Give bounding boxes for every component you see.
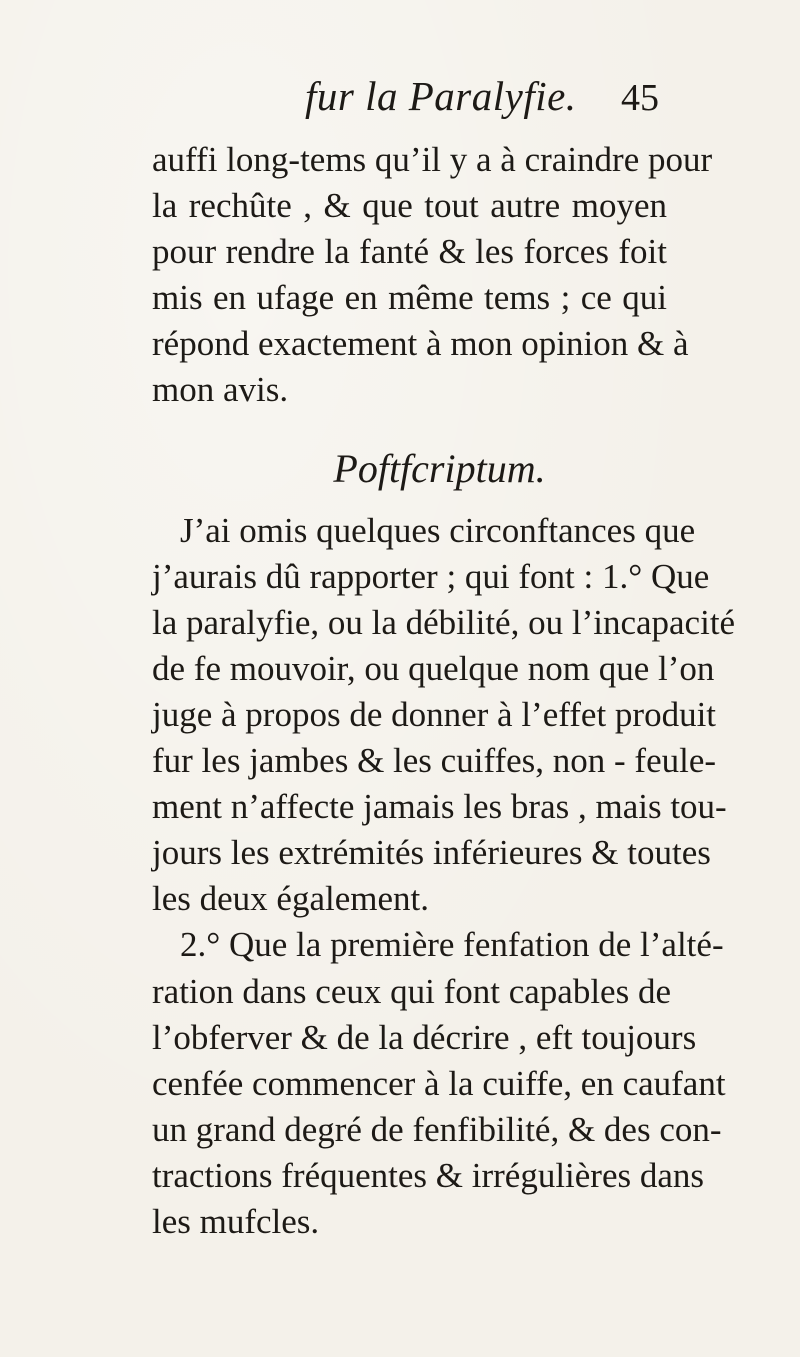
text-line: de fe mouvoir, ou quelque nom que l’on — [152, 648, 715, 688]
text-line: jours les extrémités inférieures & toutes — [152, 833, 711, 873]
body-text — [152, 137, 736, 1245]
postscript-heading: Poftfcriptum. — [333, 445, 546, 491]
text-line: cenfée commencer à la cuiffe, en caufant — [152, 1063, 726, 1103]
text-line: un grand degré de fenfibilité, & des con- — [152, 1109, 722, 1149]
text-line: la rechûte , & que tout autre moyen — [152, 186, 667, 226]
text-line: fur les jambes & les cuiffes, non - feule- — [152, 741, 717, 781]
text-line: les deux également. — [152, 879, 429, 919]
text-line: juge à propos de donner à l’effet produit — [152, 694, 717, 734]
text-line: répond exactement à mon opinion & à — [152, 324, 689, 364]
text-line: J’ai omis quelques circonftances que — [180, 510, 696, 550]
text-line: 2.° Que la première fenfation de l’alté- — [180, 925, 724, 965]
text-line: ration dans ceux qui font capables de — [152, 971, 671, 1011]
text-line: j’aurais dû rapporter ; qui font : 1.° Que — [152, 556, 710, 596]
running-head — [145, 66, 665, 126]
text-line: mis en ufage en même tems ; ce qui — [152, 278, 667, 318]
text-line: mon avis. — [152, 370, 289, 410]
text-line: l’obferver & de la décrire , eft toujours — [152, 1017, 697, 1057]
text-line: la paralyfie, ou la débilité, ou l’incapacité — [152, 602, 736, 642]
page-number: 45 — [621, 77, 659, 119]
text-line: auffi long-tems qu’il y a à craindre pour — [152, 140, 713, 179]
paragraph-postscript-2 — [152, 922, 726, 1245]
text-line: ment n’affecte jamais les bras , mais tou- — [152, 787, 727, 827]
paragraph-closing — [152, 137, 713, 414]
text-line: les mufcles. — [152, 1201, 320, 1241]
text-line: tractions fréquentes & irrégulières dans — [152, 1155, 705, 1195]
running-title: fur la Paralyfie. — [305, 73, 577, 119]
text-line: pour rendre la fanté & les forces foit — [152, 232, 667, 272]
paragraph-postscript-1 — [152, 508, 736, 923]
